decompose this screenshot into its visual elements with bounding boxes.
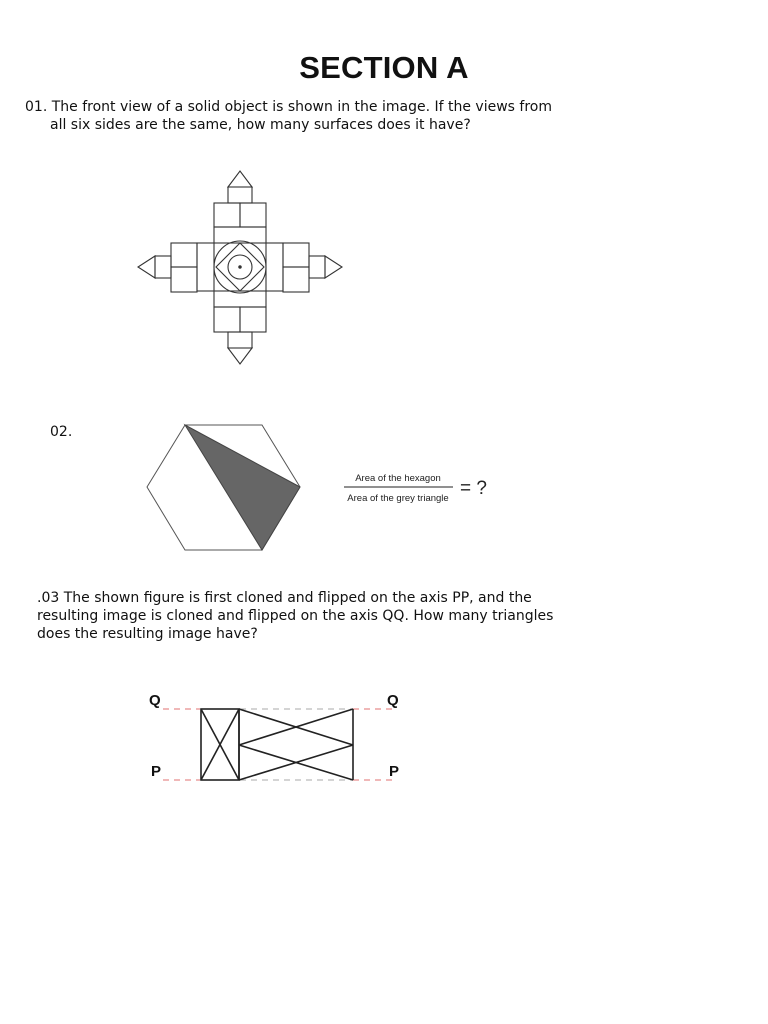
question-2-number: 02.	[50, 424, 73, 440]
question-1-text-line1: 01. The front view of a solid object is shown in the image. If the views from	[25, 99, 552, 115]
axis-label-q-left: Q	[149, 692, 161, 709]
question-1-text-line2: all six sides are the same, how many surfaces does it have?	[50, 117, 471, 133]
grey-triangle	[185, 425, 300, 550]
axis-label-p-left: P	[151, 763, 162, 780]
hexagon	[147, 425, 300, 550]
question-3-line2: resulting image is cloned and flipped on the axis QQ. How many triangles	[37, 608, 554, 624]
axis-label-p-right: P	[389, 763, 400, 780]
section-title: SECTION A	[299, 50, 469, 85]
question-3-text	[37, 589, 553, 643]
axis-label-q-right: Q	[387, 692, 399, 709]
equals-question: = ?	[460, 478, 487, 499]
question-3-line3: does the resulting image have?	[37, 626, 258, 642]
fraction-numerator: Area of the hexagon	[355, 473, 441, 484]
question-3-line1: .03 The shown figure is first cloned and flipped on the axis PP, and the	[37, 590, 532, 606]
fraction-denominator: Area of the grey triangle	[347, 493, 449, 504]
